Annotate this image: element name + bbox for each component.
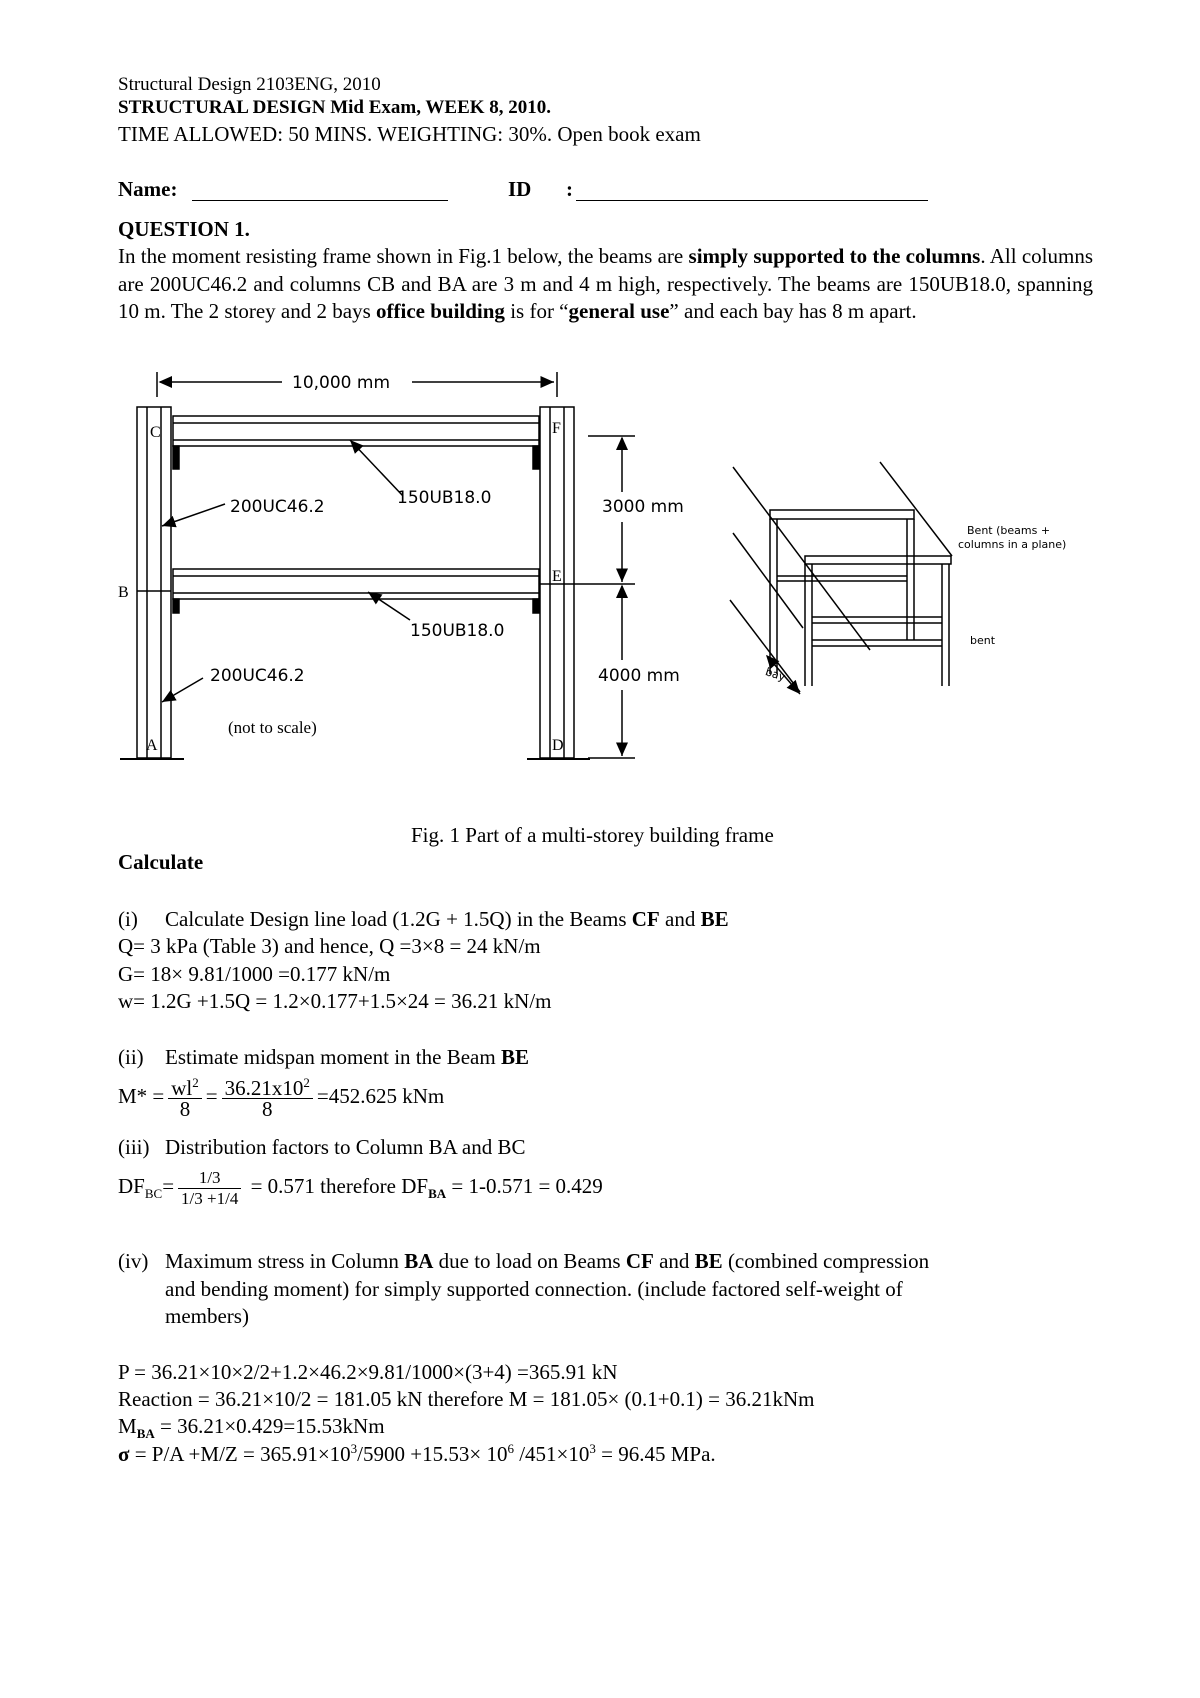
- part-iii-text: Distribution factors to Column BA and BC: [165, 1135, 526, 1159]
- name-label: Name:: [118, 177, 178, 201]
- part-iv-number: (iv): [118, 1249, 149, 1273]
- time-info: TIME ALLOWED: 50 MINS. WEIGHTING: 30%. Open book exam: [118, 122, 701, 146]
- calc-heading: Calculate: [118, 850, 204, 874]
- id-colon: :: [566, 177, 573, 201]
- part-ii-text: Estimate midspan moment in the Beam BE: [165, 1045, 529, 1069]
- span-label: 10,000 mm: [292, 373, 391, 393]
- lower-height-label: 4000 mm: [598, 666, 680, 686]
- node-e: E: [552, 568, 562, 585]
- g-line: G= 18× 9.81/1000 =0.177 kN/m: [118, 962, 391, 986]
- bent-label: bent: [970, 634, 996, 647]
- course-line: Structural Design 2103ENG, 2010: [118, 74, 381, 95]
- sigma-line: $\sigma = P/A +M/Z = 365.91\times 10^3/5900 +15.53\times 10^6$ $/451\times 10^3 = 96.45$ MPa.: [118, 1441, 716, 1466]
- scale-note: (not to scale): [228, 718, 317, 737]
- bent-label-1: Bent (beams +: [967, 524, 1051, 537]
- df-equation: $DF_{BC}=$ $\frac{1/3}{1/3 +1/4}$ = 0.571 therefore $DF_{BA} = 1-0.571 = 0.429$: [118, 1167, 603, 1208]
- exam-title: STRUCTURAL DESIGN Mid Exam, WEEK 8, 2010.: [118, 97, 552, 118]
- upper-beam-label: 150UB18.0: [397, 488, 492, 508]
- q-line: Q= 3 kPa (Table 3) and hence, Q =3×8 = 24 kN/m: [118, 934, 541, 958]
- bent-label-2: columns in a plane): [958, 538, 1067, 551]
- reaction-line: Reaction = 36.21×10/2 = 181.05 kN therefore M = 181.05× (0.1+0.1) = 36.21kNm: [118, 1387, 815, 1411]
- question-heading: QUESTION 1.: [118, 217, 250, 241]
- node-a: A: [146, 737, 158, 754]
- part-iv-line-3: members): [165, 1304, 249, 1328]
- upper-height-label: 3000 mm: [602, 497, 684, 517]
- part-ii-number: (ii): [118, 1045, 144, 1069]
- node-f: F: [552, 420, 561, 437]
- question-text: In the moment resisting frame shown in Fig.1 below, the beams are simply supported to the columns. All columns are 200UC46.2 and columns CB and BA are 3 m and 4 m high, respectively. The beams are 150UB18.0, spanning 10 m. The 2 storey and 2 bays office building is for “general use” and each bay has 8 m apart.: [118, 244, 1094, 323]
- part-iii-number: (iii): [118, 1135, 150, 1159]
- w-line: w= 1.2G +1.5Q = 1.2×0.177+1.5×24 = 36.21 kN/m: [118, 989, 552, 1013]
- bay-label: bay: [763, 665, 787, 684]
- bent-sketch: [730, 462, 952, 694]
- node-c: C: [150, 424, 161, 441]
- part-iv-line-2: and bending moment) for simply supported connection. (include factored self-weight of: [165, 1277, 903, 1301]
- node-d: D: [552, 737, 564, 754]
- lower-beam-label: 150UB18.0: [410, 621, 505, 641]
- node-b: B: [118, 584, 129, 601]
- moment-equation: M* = $\frac{wl^2}{8}$ = $\frac{36.21x10^2}{8}$ =452.625 kNm: [118, 1074, 445, 1121]
- upper-column-label: 200UC46.2: [230, 497, 325, 517]
- part-i-number: (i): [118, 907, 138, 931]
- part-i-text: Calculate Design line load (1.2G + 1.5Q) in the Beams CF and BE: [165, 907, 729, 931]
- figure-caption: Fig. 1 Part of a multi-storey building frame: [411, 823, 774, 847]
- lower-column-label: 200UC46.2: [210, 666, 305, 686]
- p-line: P = 36.21×10×2/2+1.2×46.2×9.81/1000×(3+4) =365.91 kN: [118, 1360, 618, 1384]
- id-label: ID: [508, 177, 532, 201]
- part-iv-line-1: Maximum stress in Column BA due to load on Beams CF and BE (combined compression: [165, 1249, 930, 1273]
- mba-line: $M_{BA} = 36.21\times 0.429=15.53kNm$: [118, 1414, 385, 1442]
